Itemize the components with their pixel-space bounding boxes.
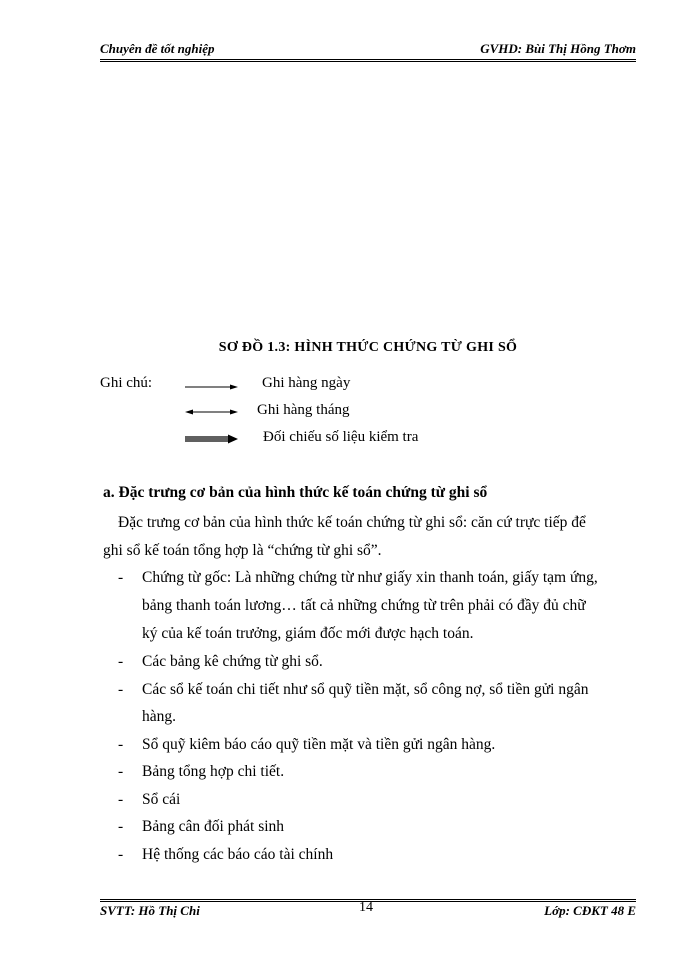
- list-bullet: -: [118, 653, 124, 670]
- list-bullet: -: [118, 569, 124, 586]
- double-headed-arrow-icon: [184, 406, 240, 418]
- list-item-text: Bảng cân đối phát sinh: [142, 818, 285, 835]
- list-item-text: Bảng tổng hợp chi tiết.: [142, 763, 285, 780]
- single-arrow-icon: [184, 381, 240, 393]
- section-heading: a. Đặc trưng cơ bản của hình thức kế toán chứng từ ghi sổ: [103, 484, 488, 501]
- list-bullet: -: [118, 763, 124, 780]
- list-bullet: -: [118, 818, 124, 835]
- list-item-text: Các bảng kê chứng từ ghi sổ.: [142, 653, 323, 670]
- page-number: 14: [359, 900, 373, 915]
- list-bullet: -: [118, 681, 124, 698]
- list-item-text: Sổ quỹ kiêm báo cáo quỹ tiền mặt và tiền gửi ngân hàng.: [142, 736, 496, 753]
- list-bullet: -: [118, 846, 124, 863]
- list-item-text: hàng.: [142, 708, 177, 725]
- list-item-text: Chứng từ gốc: Là những chứng từ như giấy xin thanh toán, giấy tạm ứng,: [142, 569, 598, 586]
- list-bullet: -: [118, 736, 124, 753]
- list-item-text: Các sổ kế toán chi tiết như sổ quỹ tiền mặt, sổ công nợ, sổ tiền gửi ngân: [142, 681, 589, 698]
- legend-label: Ghi chú:: [100, 375, 153, 391]
- header-rule-secondary: [100, 61, 636, 62]
- intro-line-1: Đặc trưng cơ bản của hình thức kế toán chứng từ ghi sổ: căn cứ trực tiếp để: [118, 514, 586, 531]
- list-item-text: ký của kế toán trưởng, giám đốc mới được hạch toán.: [142, 625, 474, 642]
- list-item-text: Sổ cái: [142, 791, 181, 808]
- header-left-text: Chuyên đề tốt nghiệp: [100, 41, 215, 56]
- legend-item-monthly: Ghi hàng tháng: [257, 402, 350, 418]
- intro-line-2: ghi sổ kế toán tổng hợp là “chứng từ ghi sổ”.: [103, 542, 382, 559]
- diagram-title: SƠ ĐỒ 1.3: HÌNH THỨC CHỨNG TỪ GHI SỔ: [218, 340, 518, 355]
- thick-arrow-icon: [184, 432, 240, 446]
- footer-right-text: Lớp: CĐKT 48 E: [544, 903, 636, 918]
- header-rule: [100, 59, 636, 60]
- footer-left-text: SVTT: Hồ Thị Chi: [100, 903, 200, 918]
- legend-item-daily: Ghi hàng ngày: [262, 375, 351, 391]
- header-right-text: GVHD: Bùi Thị Hồng Thơm: [480, 41, 636, 56]
- list-item-text: Hệ thống các báo cáo tài chính: [142, 846, 334, 863]
- list-item-text: bảng thanh toán lương… tất cả những chứng từ trên phải có đầy đủ chữ: [142, 597, 586, 614]
- list-bullet: -: [118, 791, 124, 808]
- legend-item-crosscheck: Đối chiếu số liệu kiểm tra: [263, 429, 419, 445]
